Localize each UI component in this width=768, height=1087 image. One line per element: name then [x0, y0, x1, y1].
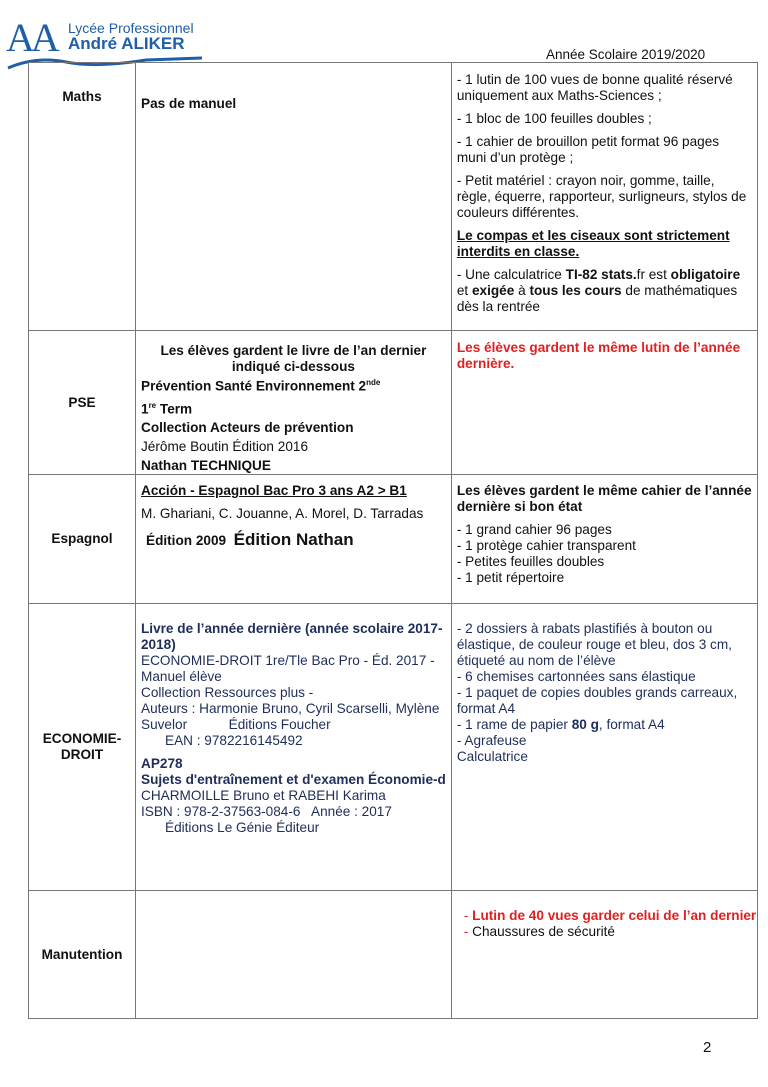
- isbn: ISBN : 978-2-37563-084-6 Année : 2017: [141, 804, 392, 820]
- supplies-table: [28, 62, 758, 1019]
- supply-item: - 1 bloc de 100 feuilles doubles ;: [456, 111, 652, 126]
- supply-item: - 1 paquet de copies doubles grands carreaux, format A4: [456, 685, 738, 717]
- book-note: Livre de l’année dernière (année scolaire 2017-2018): [141, 621, 443, 653]
- subject: ECONOMIE-DROIT: [29, 604, 136, 891]
- supply-item: - 1 lutin de 100 vues de bonne qualité réservé uniquement aux Maths-Sciences ;: [456, 72, 733, 103]
- publisher: Nathan TECHNIQUE: [141, 458, 271, 474]
- supply-item: Chaussures de sécurité: [472, 924, 615, 940]
- ean: EAN : 9782216145492: [165, 733, 303, 749]
- book-title: ECONOMIE-DROIT 1re/Tle Bac Pro - Éd. 2017 - Manuel élève: [141, 653, 435, 685]
- subject: PSE: [29, 331, 136, 475]
- book-code: AP278: [141, 756, 183, 772]
- book-title: Acción - Espagnol Bac Pro 3 ans A2 > B1: [141, 483, 407, 499]
- subject: Espagnol: [29, 475, 136, 604]
- table-row-manutention: Manutention - Lutin de 40 vues garder celui de l’an dernier - Chaussures de sécurité: [29, 891, 758, 1019]
- supply-item: - 1 cahier de brouillon petit format 96 pages muni d’un protège ;: [456, 134, 720, 165]
- supply-item: Calculatrice: [456, 749, 528, 765]
- table-row-pse: [29, 331, 758, 475]
- supply-item: - 1 petit répertoire: [456, 570, 565, 586]
- subject: Manutention: [29, 891, 136, 1019]
- supply-item: - Petites feuilles doubles: [456, 554, 605, 570]
- logo-mark: AA: [6, 15, 56, 60]
- table-row-espagnol: Espagnol Acción - Espagnol Bac Pro 3 ans A2 > B1 M. Ghariani, C. Jouanne, A. Morel, D. Tarradas Édition 2009 Édition Nathan Les élèves gardent le même cahier de l’année dernière si bon état - 1 grand cahier 96 pages - 1 protège cahier transparent - Petites feuilles doubles - 1 petit répertoire: [29, 475, 758, 604]
- supply-item: - 2 dossiers à rabats plastifiés à bouton ou élastique, de couleur rouge et bleu, dos 3 cm, étiqueté au nom de l’élève: [456, 621, 732, 669]
- manual-cell: [136, 891, 452, 1019]
- logo-line2: André ALIKER: [68, 34, 185, 53]
- manual-text: Les élèves gardent le livre de l’an dernier indiqué ci-dessous: [160, 343, 427, 374]
- supply-item: - 1 protège cahier transparent: [456, 538, 636, 554]
- manual-cell: Les élèves gardent le livre de l’an dernier indiqué ci-dessous Prévention Santé Environnement 2nde 1re Term Collection Acteurs de prévention Jérôme Boutin Édition 2016 Nathan TECHNIQUE: [136, 331, 452, 475]
- authors: Auteurs : Harmonie Bruno, Cyril Scarselli, Mylène Suvelor Éditions Foucher: [141, 701, 444, 733]
- supply-item: - Une calculatrice TI-82 stats.fr est obligatoire et exigée à tous les cours de mathématiques dès la rentrée: [456, 267, 741, 314]
- supply-note: Les élèves gardent le même lutin de l’année dernière.: [456, 340, 741, 371]
- manual-text: Pas de manuel: [141, 96, 237, 111]
- supply-note: Les élèves gardent le même cahier de l’année dernière si bon état: [456, 483, 752, 515]
- supply-item: - Petit matériel : crayon noir, gomme, taille, règle, équerre, rapporteur, surligneurs, stylos de couleurs différentes.: [456, 173, 747, 220]
- author: Jérôme Boutin Édition 2016: [141, 439, 309, 455]
- supply-item: - 1 rame de papier 80 g, format A4: [456, 717, 665, 733]
- subject: Maths: [29, 63, 136, 331]
- collection: Collection Acteurs de prévention: [141, 420, 354, 436]
- table-row-economie-droit: [29, 604, 758, 891]
- publisher: Éditions Le Génie Éditeur: [165, 820, 320, 836]
- supplies-cell: [451, 63, 757, 331]
- logo-line1: Lycée Professionnel: [68, 20, 194, 36]
- supply-item: - Agrafeuse: [456, 733, 527, 749]
- book-title: Sujets d'entraînement et d'examen Économie-d: [141, 772, 446, 788]
- page-number: 2: [703, 1039, 712, 1056]
- supply-item: Lutin de 40 vues garder celui de l’an dernier: [472, 908, 757, 924]
- school-year: Année Scolaire 2019/2020: [546, 47, 706, 62]
- authors: M. Ghariani, C. Jouanne, A. Morel, D. Tarradas: [141, 506, 424, 522]
- supply-item: - 6 chemises cartonnées sans élastique: [456, 669, 696, 685]
- table-row-maths: [29, 63, 758, 331]
- authors: CHARMOILLE Bruno et RABEHI Karima: [141, 788, 386, 804]
- warning-text: Le compas et les ciseaux sont strictement interdits en classe.: [456, 228, 730, 259]
- collection: Collection Ressources plus -: [141, 685, 314, 701]
- supply-item: - 1 grand cahier 96 pages: [456, 522, 612, 538]
